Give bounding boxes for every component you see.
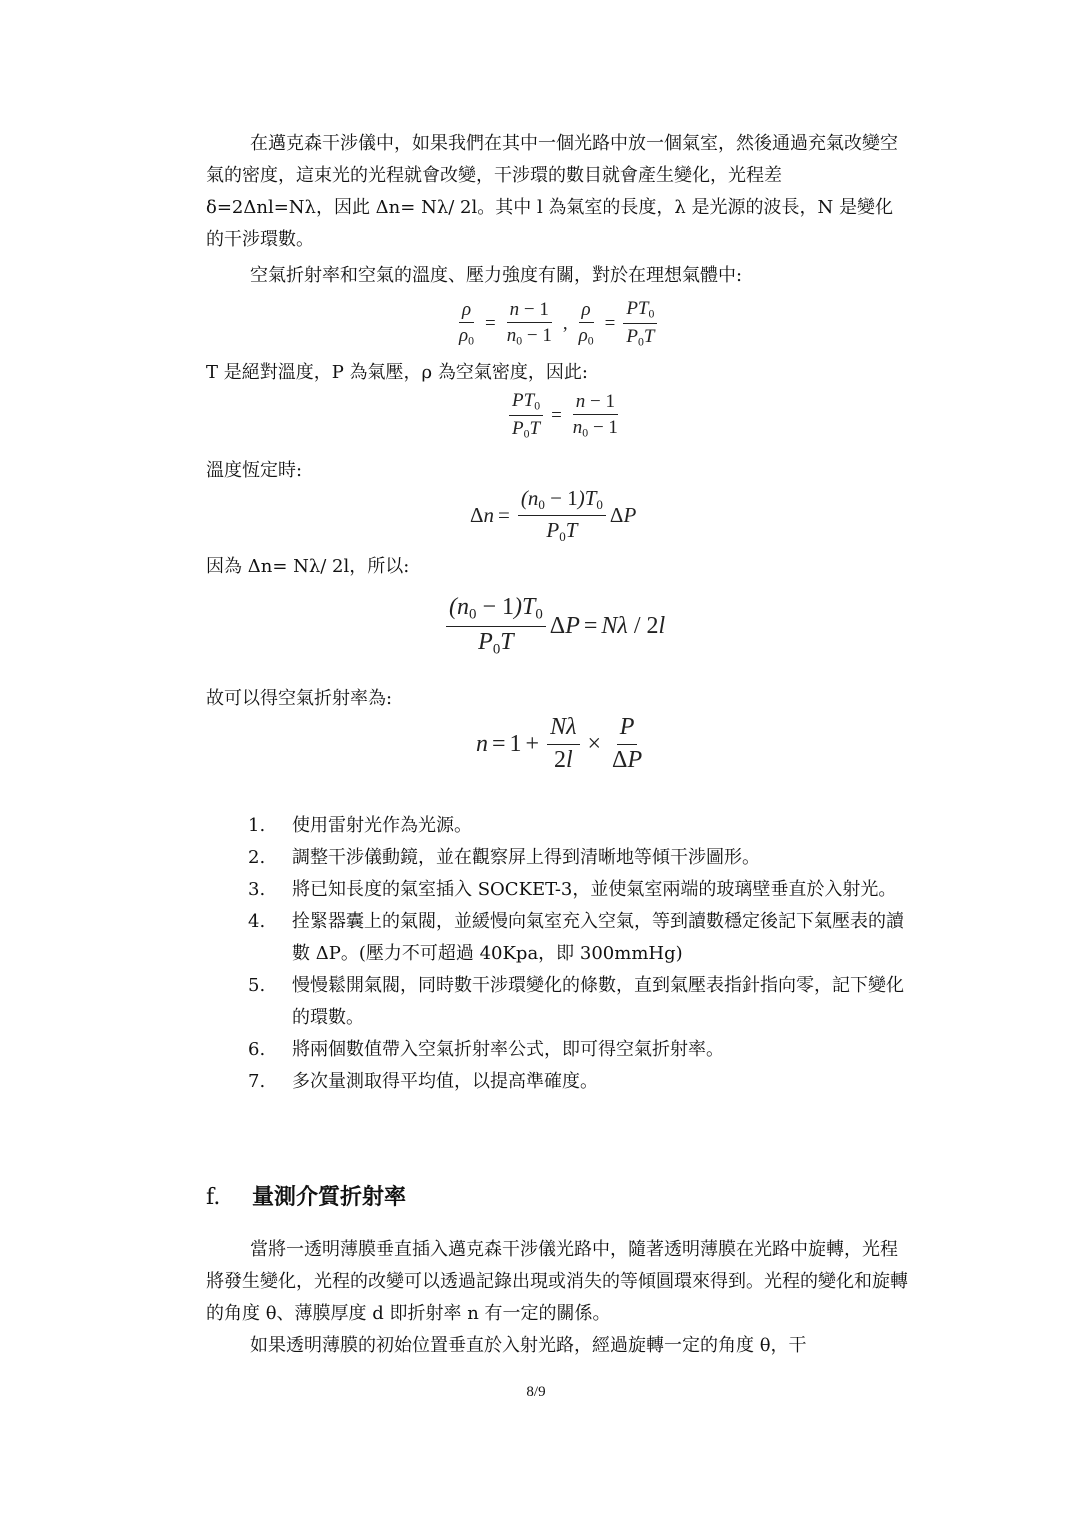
temperature-description: T 是絕對溫度，P 為氣壓，ρ 為空氣密度，因此: [206, 362, 588, 383]
page-number: 8/9 [526, 1384, 546, 1400]
equation-fringe-relation: $\frac{(n_0 - 1)T_0}{P_0T}$ ΔP = Nλ / 2l [442, 594, 665, 658]
section-paragraph-1: 當將一透明薄膜垂直插入邁克森干涉儀光路中，隨著透明薄膜在光路中旋轉，光程將發生變化，光程的改變可以透過記錄出現或消失的等傾圓環來得到。光程的變化和旋轉的角度 θ、薄膜厚度 d 即折射率 n 有一定的關係。 [206, 1239, 908, 1324]
list-item: 5. 慢慢鬆開氣閥，同時數干涉環變化的條數，直到氣壓表指針指向零，記下變化的環數。 [248, 975, 904, 1028]
procedure-list [248, 810, 912, 1098]
constant-temperature-note: 溫度恆定時: [206, 460, 303, 481]
equation-density-ratio: $\frac{\rho}{\rho_0}$ = $\frac{n - 1}{n_0 - 1}$ , $\frac{\rho}{\rho_0}$ = $\frac{PT_0}{P_0T}$ [452, 298, 661, 349]
list-item: 1. 使用雷射光作為光源。 [248, 815, 472, 836]
section-paragraph-2: 如果透明薄膜的初始位置垂直於入射光路，經過旋轉一定的角度 θ，干 [250, 1335, 807, 1356]
list-item: 2. 調整干涉儀動鏡，並在觀察屏上得到清晰地等傾干涉圖形。 [248, 847, 760, 868]
section-heading [206, 1180, 406, 1211]
list-item: 4. 拴緊器囊上的氣閥，並緩慢向氣室充入空氣，等到讀數穩定後記下氣壓表的讀數 ΔP。(壓力不可超過 40Kpa，即 300mmHg) [248, 911, 904, 964]
result-note: 故可以得空氣折射率為: [206, 688, 393, 709]
list-item: 7. 多次量測取得平均值，以提高準確度。 [248, 1071, 598, 1092]
section-label: f. [206, 1185, 221, 1210]
list-item: 3. 將已知長度的氣室插入 SOCKET-3，並使氣室兩端的玻璃壁垂直於入射光。 [248, 879, 897, 900]
because-note: 因為 Δn= Nλ/ 2l，所以: [206, 556, 410, 577]
equation-pressure-temperature: $\frac{PT_0}{P_0T}$ = $\frac{n - 1}{n_0 - 1}$ [505, 390, 625, 441]
section-title: 量測介質折射率 [252, 1185, 407, 1210]
equation-refractive-index: n = 1 + $\frac{N\lambda}{2l}$ × $\frac{P}{\Delta P}$ [476, 714, 643, 773]
intro-paragraph-1: 在邁克森干涉儀中，如果我們在其中一個光路中放一個氣室，然後通過充氣改變空氣的密度，這束光的光程就會改變，干涉環的數目就會產生變化，光程差 δ=2Δnl=Nλ，因此 Δn= Nλ/ 2l。其中 l 為氣室的長度，λ 是光源的波長，N 是變化的干涉環數。 [206, 133, 898, 250]
list-item: 6. 將兩個數值帶入空氣折射率公式，即可得空氣折射率。 [248, 1039, 724, 1060]
equation-delta-n: Δn = $\frac{(n_0 - 1)T_0}{P_0T}$ ΔP [470, 486, 637, 544]
intro-paragraph-2: 空氣折射率和空氣的溫度、壓力強度有關，對於在理想氣體中: [250, 265, 743, 286]
